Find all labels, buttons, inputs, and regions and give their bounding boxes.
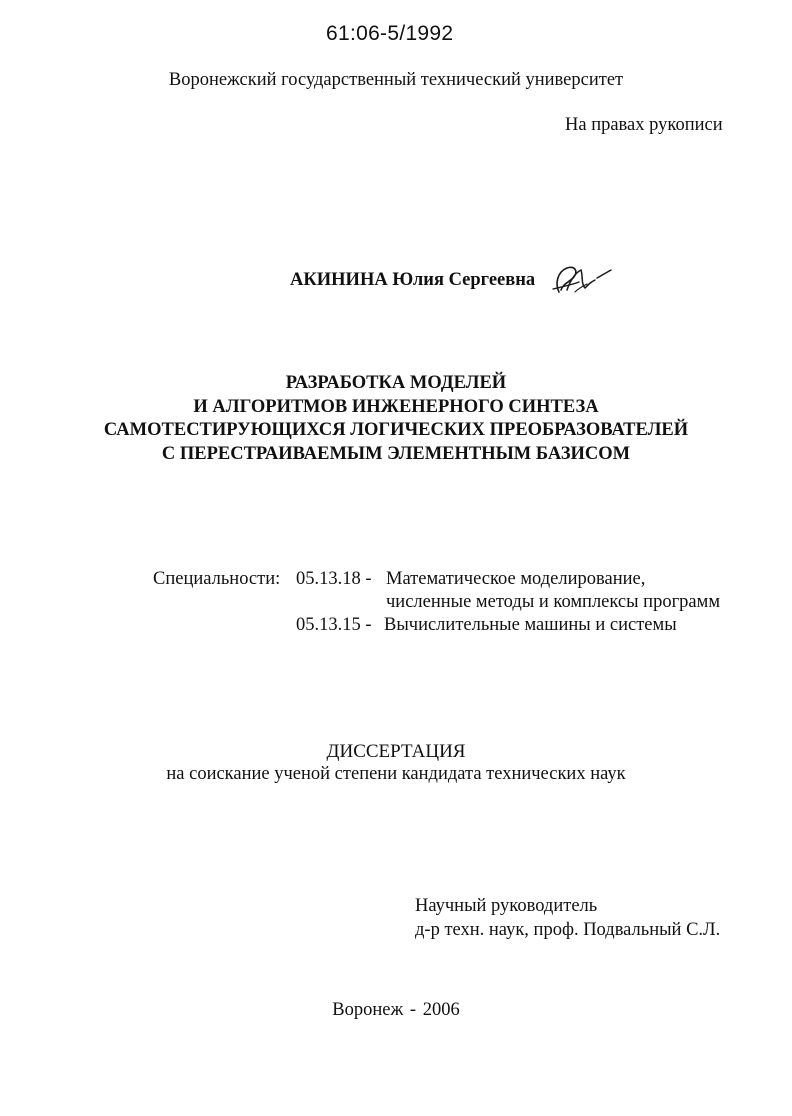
signature-icon <box>545 262 617 298</box>
university-name: Воронежский государственный технический университет <box>168 70 624 90</box>
city-year: Воронеж - 2006 <box>332 1000 460 1020</box>
dissertation-title <box>0 372 792 466</box>
specialty-name: Вычислительные машины и системы <box>384 615 677 635</box>
author-line <box>290 262 617 298</box>
title-line: РАЗРАБОТКА МОДЕЛЕЙ <box>285 373 507 393</box>
rights-note: На правах рукописи <box>565 115 723 135</box>
supervisor-role: Научный руководитель <box>415 896 598 916</box>
dissertation-heading: ДИССЕРТАЦИЯ <box>326 741 466 762</box>
author-name: АКИНИНА Юлия Сергеевна <box>290 269 536 290</box>
title-line: И АЛГОРИТМОВ ИНЖЕНЕРНОГО СИНТЕЗА <box>193 396 599 417</box>
specialty-name-continued: численные методы и комплексы программ <box>386 592 721 612</box>
dissertation-subtitle: на соискание ученой степени кандидата технических наук <box>166 764 626 784</box>
title-line: САМОТЕСТИРУЮЩИХСЯ ЛОГИЧЕСКИХ ПРЕОБРАЗОВАТЕЛЕЙ <box>103 420 689 440</box>
supervisor-name: д-р техн. наук, проф. Подвальный С.Л. <box>415 920 721 940</box>
title-line: С ПЕРЕСТРАИВАЕМЫМ ЭЛЕМЕНТНЫМ БАЗИСОМ <box>161 443 631 464</box>
specialties-label: Специальности: <box>153 569 281 589</box>
catalog-number: 61:06-5/1992 <box>326 22 454 45</box>
specialty-code: 05.13.18 - <box>296 569 372 589</box>
specialty-name: Математическое моделирование, <box>386 569 646 589</box>
specialty-code: 05.13.15 - <box>296 615 372 635</box>
supervisor-block <box>415 894 720 942</box>
